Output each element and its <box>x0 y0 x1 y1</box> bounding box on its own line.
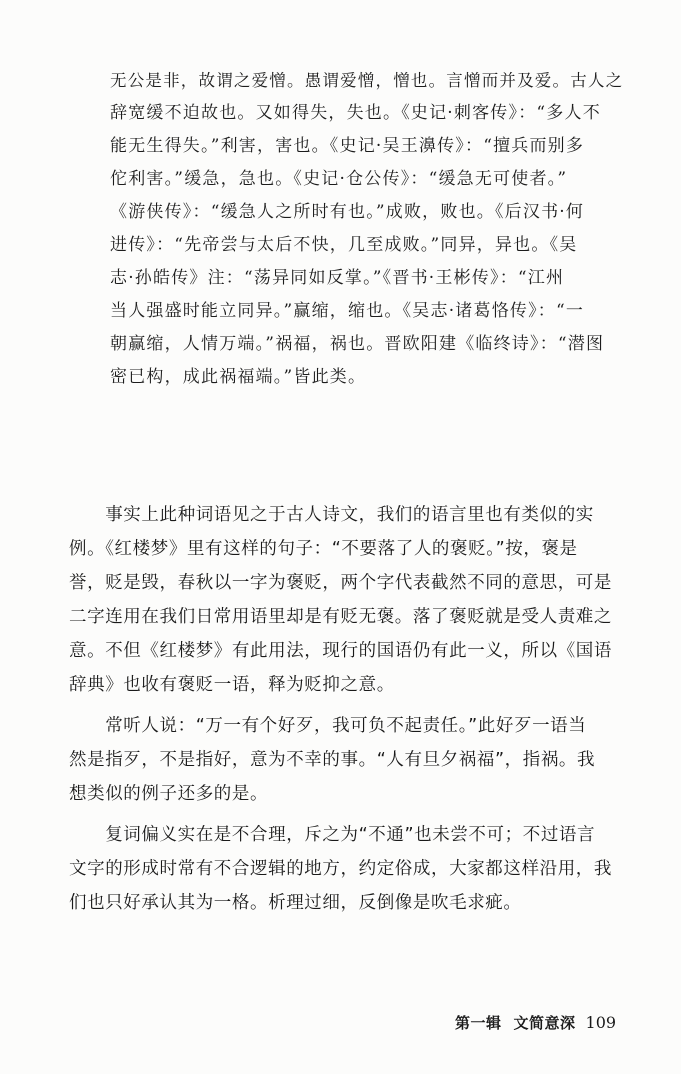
quote-line: 朝赢缩，人情万端。”祸福，祸也。晋欧阳建《临终诗》：“潜图 <box>110 334 605 354</box>
quoted-passage <box>110 64 630 394</box>
body-text <box>69 498 639 920</box>
quote-line: 佗利害。”缓急，急也。《史记·仓公传》：“缓急无可使者。” <box>110 169 568 189</box>
quote-line: 志·孙皓传》注：“荡异同如反掌。”《晋书·王彬传》：“江州 <box>110 268 565 288</box>
text-line: 复词偏义实在是不合理，斥之为“不通”也未尝不可；不过语言 <box>69 825 596 845</box>
paragraph <box>69 818 639 920</box>
text-line: 意。不但《红楼梦》有此用法，现行的国语仍有此一义，所以《国语 <box>69 641 612 661</box>
text-line: 誉，贬是毁，春秋以一字为褒贬，两个字代表截然不同的意思，可是 <box>69 573 612 593</box>
quote-line: 能无生得失。”利害，害也。《史记·吴王濞传》：“擅兵而别多 <box>110 136 585 156</box>
text-line: 事实上此种词语见之于古人诗文，我们的语言里也有类似的实 <box>69 505 594 525</box>
quote-line: 当人强盛时能立同异。”赢缩，缩也。《吴志·诸葛恪传》：“一 <box>110 301 585 321</box>
quote-line: 密已构，成此祸福端。”皆此类。 <box>110 367 367 387</box>
text-line: 想类似的例子还多的是。 <box>69 784 269 804</box>
text-line: 常听人说：“万一有个好歹，我可负不起责任。”此好歹一语当 <box>69 716 587 736</box>
paragraph <box>69 709 639 811</box>
quote-line: 进传》：“先帝尝与太后不快，几至成败。”同异，异也。《吴 <box>110 235 578 255</box>
text-line: 文字的形成时常有不合逻辑的地方，约定俗成，大家都这样沿用，我 <box>69 859 612 879</box>
chapter-title: 文简意深 <box>513 1014 576 1032</box>
text-line: 然是指歹，不是指好，意为不幸的事。“人有旦夕祸福”，指祸。我 <box>69 750 596 770</box>
text-line: 例。《红楼梦》里有这样的句子：“不要落了人的褒贬。”按，褒是 <box>69 539 578 559</box>
quote-line: 无公是非，故谓之爱憎。愚谓爱憎，憎也。言憎而并及爱。古人之 <box>110 71 624 90</box>
page-number: 109 <box>585 1013 617 1032</box>
text-line: 二字连用在我们日常用语里却是有贬无褒。落了褒贬就是受人责难之 <box>69 607 612 627</box>
quote-line: 《游侠传》：“缓急人之所时有也。”成败，败也。《后汉书·何 <box>110 202 585 222</box>
text-line: 辞典》也收有褒贬一语，释为贬抑之意。 <box>69 675 395 695</box>
quote-line: 辞宽缓不迫故也。又如得失，失也。《史记·刺客传》：“多人不 <box>110 103 601 123</box>
section-label: 第一辑 <box>455 1014 502 1032</box>
text-line: 们也只好承认其为一格。析理过细，反倒像是吹毛求疵。 <box>69 893 522 913</box>
paragraph <box>69 498 639 702</box>
page-footer <box>455 1011 616 1035</box>
